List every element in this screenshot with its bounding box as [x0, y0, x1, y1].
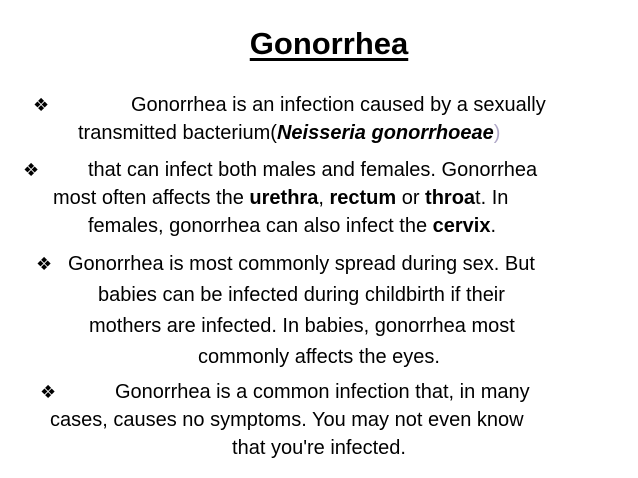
slide-title: Gonorrhea [249, 26, 409, 61]
p4-line1: Gonorrhea is a common infection that, in many [115, 381, 530, 403]
diamond-bullet-icon: ❖ [33, 95, 50, 115]
p3-line4: commonly affects the eyes. [198, 346, 440, 368]
p4-line2: cases, causes no symptoms. You may not even know [50, 409, 524, 431]
p2-line1: that can infect both males and females. Gonorrhea [88, 159, 538, 181]
p2-line3: females, gonorrhea can also infect the cervix. [88, 215, 497, 237]
p3-line3: mothers are infected. In babies, gonorrhea most [89, 315, 515, 337]
p3-line2: babies can be infected during childbirth if their [98, 284, 505, 306]
diamond-bullet-icon: ❖ [40, 382, 57, 402]
diamond-bullet-icon: ❖ [36, 254, 53, 274]
p1-line1: Gonorrhea is an infection caused by a sexually [131, 94, 546, 116]
p3-line1: Gonorrhea is most commonly spread during sex. But [68, 253, 535, 275]
p1-line2: transmitted bacterium(Neisseria gonorrhoeae) [78, 122, 501, 144]
p4-line3: that you're infected. [232, 437, 406, 459]
p2-line2: most often affects the urethra, rectum or throat. In [53, 187, 509, 209]
diamond-bullet-icon: ❖ [23, 160, 40, 180]
